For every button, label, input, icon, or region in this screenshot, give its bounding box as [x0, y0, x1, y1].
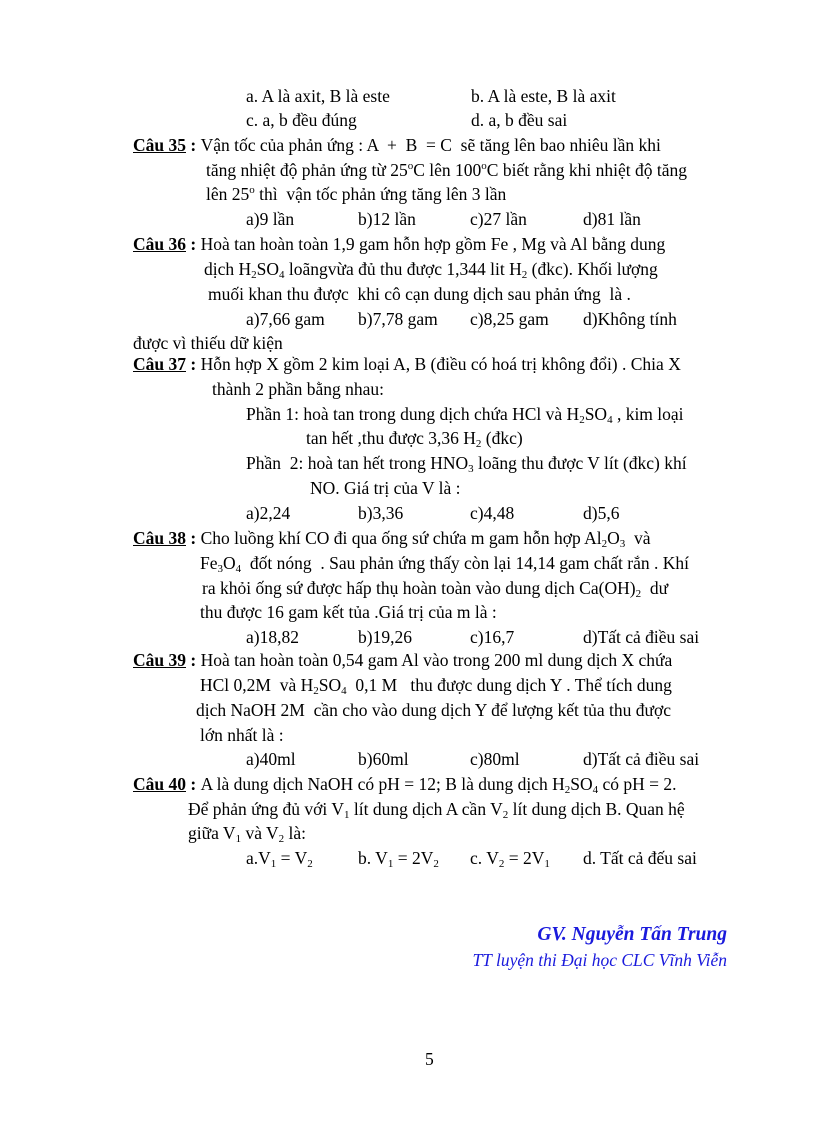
text-run: giữa V: [188, 823, 236, 843]
text-run: có pH = 2.: [598, 774, 677, 794]
text-run: lên 25: [206, 184, 250, 204]
answer-option: [583, 503, 619, 523]
answer-option: [246, 110, 357, 130]
text-line: [200, 553, 689, 573]
superscript: o: [249, 184, 255, 196]
text-run: a)18,82: [246, 627, 299, 647]
subscript: 1: [343, 809, 350, 821]
subscript: 2: [433, 858, 439, 870]
text-run: = V: [276, 848, 308, 868]
subscript: 2: [278, 833, 285, 845]
question-label: Câu 37: [133, 354, 186, 374]
subscript: 2: [579, 414, 585, 426]
subscript: 1: [387, 858, 394, 870]
subscript: 4: [607, 414, 613, 426]
answer-option: [358, 309, 438, 329]
text-line: [208, 284, 631, 304]
text-run: a)9 lần: [246, 209, 295, 229]
question-label: Câu 38: [133, 528, 186, 548]
answer-option: [470, 309, 549, 329]
text-line: [200, 725, 284, 745]
subscript: 1: [235, 833, 242, 845]
answer-option: [470, 209, 527, 229]
label-colon: :: [186, 528, 201, 548]
answer-option: [583, 309, 677, 329]
subscript: 3: [468, 463, 474, 475]
text-line: [204, 259, 658, 279]
text-run: O: [607, 528, 620, 548]
text-run: A là dung dịch NaOH có pH = 12; B là dung dịch H: [200, 774, 565, 794]
text-line: [200, 675, 672, 695]
text-run: là:: [284, 823, 307, 843]
answer-option: [246, 848, 313, 868]
text-run: Để phản ứng đủ với V: [188, 799, 344, 819]
text-run: SO: [256, 259, 280, 279]
text-run: Vận tốc của phản ứng : A + B = C sẽ tăng lên bao nhiêu lần khi: [200, 135, 661, 155]
subscript: 2: [251, 269, 257, 281]
text-line: [246, 453, 687, 473]
question-line: [133, 528, 651, 548]
answer-option: [470, 848, 550, 868]
text-line: [306, 428, 523, 448]
superscript: o: [481, 160, 487, 172]
answer-option: [246, 627, 299, 647]
answer-option: [358, 749, 409, 769]
answer-option: [471, 86, 616, 106]
text-run: NO. Giá trị của V là :: [310, 478, 461, 498]
text-run: d)Không tính: [583, 309, 677, 329]
text-run: 0,1 M thu được dung dịch Y . Thể tích dung: [346, 675, 672, 695]
text-line: [246, 404, 684, 424]
question-label: Câu 36: [133, 234, 186, 254]
text-line: [202, 578, 668, 598]
text-run: c)27 lần: [470, 209, 527, 229]
text-run: ra khỏi ống sứ được hấp thụ hoàn toàn vào dung dịch Ca(OH): [202, 578, 636, 598]
subscript: 2: [564, 784, 571, 796]
text-run: d)Tất cả điều sai: [583, 627, 700, 647]
answer-option: [246, 309, 325, 329]
text-run: a)7,66 gam: [246, 309, 325, 329]
text-run: d)81 lần: [583, 209, 641, 229]
answer-option: [471, 110, 567, 130]
answer-option: [583, 627, 699, 647]
text-run: thành 2 phần bằng nhau:: [212, 379, 385, 399]
subscript: 2: [502, 809, 509, 821]
question-label: Câu 40: [133, 774, 186, 794]
signature-name: GV. Nguyễn Tấn Trung: [537, 924, 727, 945]
text-run: (đkc): [481, 428, 523, 448]
text-run: C biết rằng khi nhiệt độ tăng: [486, 160, 688, 180]
signature-organization: TT luyện thi Đại học CLC Vĩnh Viễn: [472, 950, 727, 970]
text-run: C lên 100: [413, 160, 482, 180]
subscript: 4: [341, 685, 347, 697]
text-run: lớn nhất là :: [200, 725, 284, 745]
text-run: Hoà tan hoàn toàn 1,9 gam hỗn hợp gồm Fe , Mg và Al bằng dung: [200, 234, 666, 254]
answer-option: [246, 209, 294, 229]
subscript: 4: [592, 784, 599, 796]
text-run: a.V: [246, 848, 271, 868]
text-run: , kim loại: [612, 404, 684, 424]
text-run: b)3,36: [358, 503, 404, 523]
text-run: dịch NaOH 2M cần cho vào dung dịch Y để lượng kết tủa thu được: [196, 700, 672, 720]
label-colon: :: [186, 774, 201, 794]
text-run: Fe: [200, 553, 218, 573]
subscript: 2: [475, 438, 482, 450]
text-line: [212, 379, 384, 399]
text-run: c. a, b đều đúng: [246, 110, 357, 130]
text-line: [188, 799, 685, 819]
superscript: o: [407, 160, 414, 172]
subscript: 2: [498, 858, 505, 870]
answer-option: [358, 503, 403, 523]
text-run: b. V: [358, 848, 388, 868]
text-run: SO: [584, 404, 608, 424]
question-line: [133, 234, 665, 254]
subscript: 3: [217, 563, 223, 575]
text-run: d)Tất cả điều sai: [583, 749, 700, 769]
text-line: [206, 160, 687, 180]
answer-option: [358, 627, 412, 647]
text-run: c)4,48: [470, 503, 515, 523]
text-run: lít dung dịch B. Quan hệ: [508, 799, 685, 819]
text-run: dịch H: [204, 259, 252, 279]
subscript: 2: [307, 858, 313, 870]
text-run: tăng nhiệt độ phản ứng từ 25: [206, 160, 408, 180]
subscript: 1: [544, 858, 550, 870]
text-run: a. A là axit, B là este: [246, 86, 390, 106]
text-run: tan hết ,thu được 3,36 H: [306, 428, 476, 448]
answer-option: [246, 749, 296, 769]
text-run: và: [625, 528, 651, 548]
text-run: thu được 16 gam kết tủa .Giá trị của m là :: [200, 602, 497, 622]
text-run: a)2,24: [246, 503, 291, 523]
subscript: 2: [313, 685, 319, 697]
text-run: và V: [241, 823, 279, 843]
text-run: d. Tất cả đếu sai: [583, 848, 697, 868]
text-run: SO: [570, 774, 593, 794]
text-run: HCl 0,2M và H: [200, 675, 314, 695]
text-line: [133, 333, 283, 353]
question-label: Câu 35: [133, 135, 186, 155]
text-run: c)8,25 gam: [470, 309, 549, 329]
text-run: SO: [318, 675, 342, 695]
label-colon: :: [186, 354, 201, 374]
subscript: 4: [279, 269, 285, 281]
text-run: Hỗn hợp X gồm 2 kim loại A, B (điều có hoá trị không đổi) . Chia X: [200, 354, 681, 374]
text-line: [188, 823, 306, 843]
page-number: 5: [425, 1049, 434, 1069]
subscript: 3: [619, 538, 626, 550]
text-run: c)16,7: [470, 627, 515, 647]
label-colon: :: [186, 650, 201, 670]
subscript: 4: [235, 563, 242, 575]
subscript: 2: [635, 588, 642, 600]
text-run: c. V: [470, 848, 499, 868]
text-run: a)40ml: [246, 749, 296, 769]
label-colon: :: [186, 135, 201, 155]
text-run: = 2V: [393, 848, 434, 868]
subscript: 1: [270, 858, 277, 870]
answer-option: [246, 503, 290, 523]
answer-option: [358, 209, 416, 229]
text-line: [206, 184, 506, 204]
question-line: [133, 650, 672, 670]
text-run: (đkc). Khối lượng: [527, 259, 658, 279]
text-run: O: [223, 553, 236, 573]
subscript: 2: [601, 538, 608, 550]
text-run: Phần 2: hoà tan hết trong HNO: [246, 453, 469, 473]
question-line: [133, 354, 681, 374]
answer-option: [358, 848, 439, 868]
text-line: [310, 478, 461, 498]
question-label: Câu 39: [133, 650, 186, 670]
text-run: d)5,6: [583, 503, 620, 523]
text-run: Phần 1: hoà tan trong dung dịch chứa HCl và H: [246, 404, 580, 424]
text-run: = 2V: [504, 848, 545, 868]
text-run: loãng thu được V lít (đkc) khí: [473, 453, 687, 473]
text-run: được vì thiếu dữ kiện: [133, 333, 283, 353]
label-colon: :: [186, 234, 201, 254]
answer-option: [470, 627, 514, 647]
question-line: [133, 135, 661, 155]
text-run: Cho luồng khí CO đi qua ống sứ chứa m gam hỗn hợp Al: [200, 528, 602, 548]
text-run: loãngvừa đủ thu được 1,344 lit H: [284, 259, 522, 279]
answer-option: [246, 86, 390, 106]
text-run: b)12 lần: [358, 209, 416, 229]
text-run: b. A là este, B là axit: [471, 86, 616, 106]
text-line: [200, 602, 497, 622]
text-run: b)19,26: [358, 627, 412, 647]
answer-option: [583, 209, 641, 229]
text-run: dư: [641, 578, 669, 598]
text-run: muối khan thu được khi cô cạn dung dịch sau phản ứng là .: [208, 284, 631, 304]
text-run: đốt nóng . Sau phản ứng thấy còn lại 14,14 gam chất rắn . Khí: [241, 553, 690, 573]
text-line: [196, 700, 671, 720]
text-run: Hoà tan hoàn toàn 0,54 gam Al vào trong 200 ml dung dịch X chứa: [200, 650, 673, 670]
text-run: thì vận tốc phản ứng tăng lên 3 lần: [254, 184, 507, 204]
answer-option: [470, 749, 520, 769]
text-run: b)7,78 gam: [358, 309, 438, 329]
answer-option: [583, 848, 697, 868]
subscript: 2: [521, 269, 528, 281]
text-run: d. a, b đều sai: [471, 110, 568, 130]
text-run: lít dung dịch A cần V: [349, 799, 503, 819]
question-line: [133, 774, 677, 794]
answer-option: [470, 503, 514, 523]
text-run: c)80ml: [470, 749, 520, 769]
text-run: b)60ml: [358, 749, 409, 769]
answer-option: [583, 749, 699, 769]
